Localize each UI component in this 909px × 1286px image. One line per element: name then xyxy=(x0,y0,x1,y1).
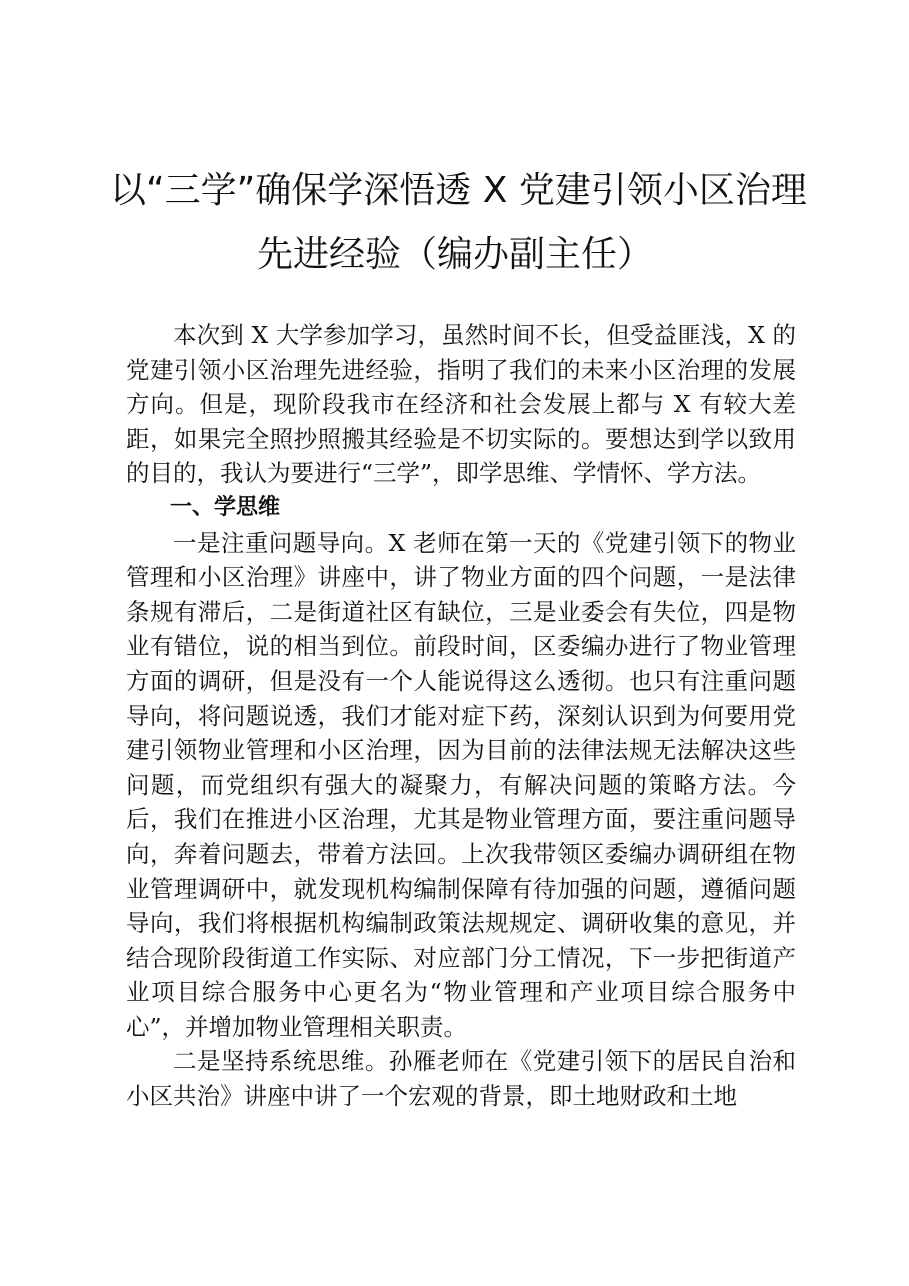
section-heading-thinking: 一、学思维 xyxy=(170,494,281,520)
document-title-line-2: 先进经验（编办副主任） xyxy=(256,234,653,275)
document-title-line-1: 以“三学”确保学深悟透 X 党建引领小区治理 xyxy=(110,170,807,211)
paragraph-problem-orientation: 一是注重问题导向。X 老师在第一天的《党建引领下的物业管理和小区治理》讲座中，讲了物业方面的四个问题，一是法律条规有滞后，二是街道社区有缺位，三是业委会有失位，四是物业有错位，说的相当到位。前段时间，区委编办进行了物业管理方面的调研，但是没有一个人能说得这么透彻。也只有注重问题导向，将问题说透，我们才能对症下药，深刻认识到为何要用党建引领物业管理和小区治理，因为目前的法律法规无法解决这些问题，而党组织有强大的凝聚力，有解决问题的策略方法。今后，我们在推进小区治理，尤其是物业管理方面，要注重问题导向，奔着问题去，带着方法回。上次我带领区委编办调研组在物业管理调研中，就发现机构编制保障有待加强的问题，遵循问题导向，我们将根据机构编制政策法规规定、调研收集的意见，并结合现阶段街道工作实际、对应部门分工情况，下一步把街道产业项目综合服务中心更名为“物业管理和产业项目综合服务中心”，并增加物业管理相关职责。 xyxy=(126,528,796,1041)
paragraph-systems-thinking: 二是坚持系统思维。孙雁老师在《党建引领下的居民自治和小区共治》讲座中讲了一个宏观的背景，即土地财政和土地 xyxy=(126,1047,796,1111)
intro-paragraph: 本次到 X 大学参加学习，虽然时间不长，但受益匪浅，X 的党建引领小区治理先进经验，指明了我们的未来小区治理的发展方向。但是，现阶段我市在经济和社会发展上都与 X 有较大差距，如果完全照抄照搬其经验是不切实际的。要想达到学以致用的目的，我认为要进行“三学”，即学思维、学情怀、学方法。 xyxy=(126,321,796,488)
document-body xyxy=(126,318,796,1114)
